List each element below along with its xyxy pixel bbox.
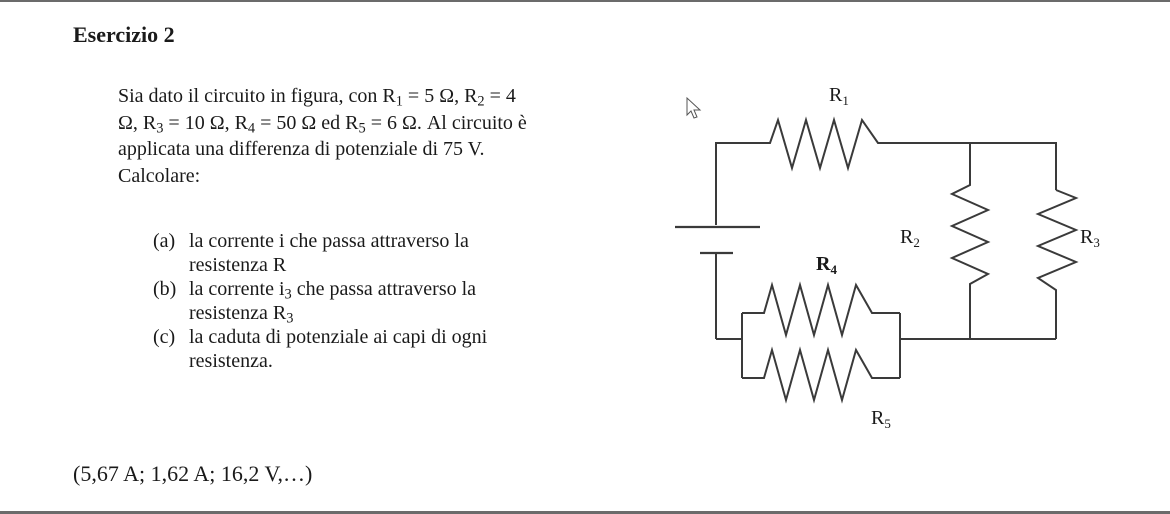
problem-line-1: Sia dato il circuito in figura, con $R_1 = 5$ Ω, $R_2 = 4$ [118, 85, 516, 110]
exercise-title: Esercizio 2 [73, 22, 175, 47]
question-text: la corrente i che passa attraverso la resistenza R [189, 230, 469, 276]
r1-label: $R_1$ [829, 84, 849, 108]
r5-label: $R_5$ [871, 407, 891, 431]
problem-line-4: Calcolare: [118, 164, 201, 187]
r2-label: $R_2$ [900, 226, 920, 250]
r5-resistor [742, 350, 900, 400]
wire-top-with-r1 [716, 120, 1056, 190]
r2-resistor [952, 143, 988, 339]
problem-line-2: Ω, $R_3 = 10$ Ω, $R_4 = 50$ Ω ed $R_5 = 6$ Ω. Al circuito è [118, 111, 527, 137]
r4-label: $R_4$ [816, 253, 837, 277]
question-label: (b) [153, 278, 177, 300]
question-text: la corrente $i_3$ che passa attraverso la resistenza $R_3$ [189, 278, 477, 327]
question-text: la caduta di potenziale ai capi di ogni resistenza. [189, 326, 488, 372]
mouse-cursor-icon [687, 98, 700, 118]
question-label: (c) [153, 326, 176, 348]
answer-line: (5,67 A; 1,62 A; 16,2 V,…) [73, 461, 313, 486]
r3-label: $R_3$ [1080, 226, 1100, 250]
r3-resistor [1038, 190, 1076, 339]
question-label: (a) [153, 230, 176, 252]
problem-line-3: applicata una differenza di potenziale di 75 V. [118, 138, 485, 160]
r4-resistor [742, 285, 900, 335]
